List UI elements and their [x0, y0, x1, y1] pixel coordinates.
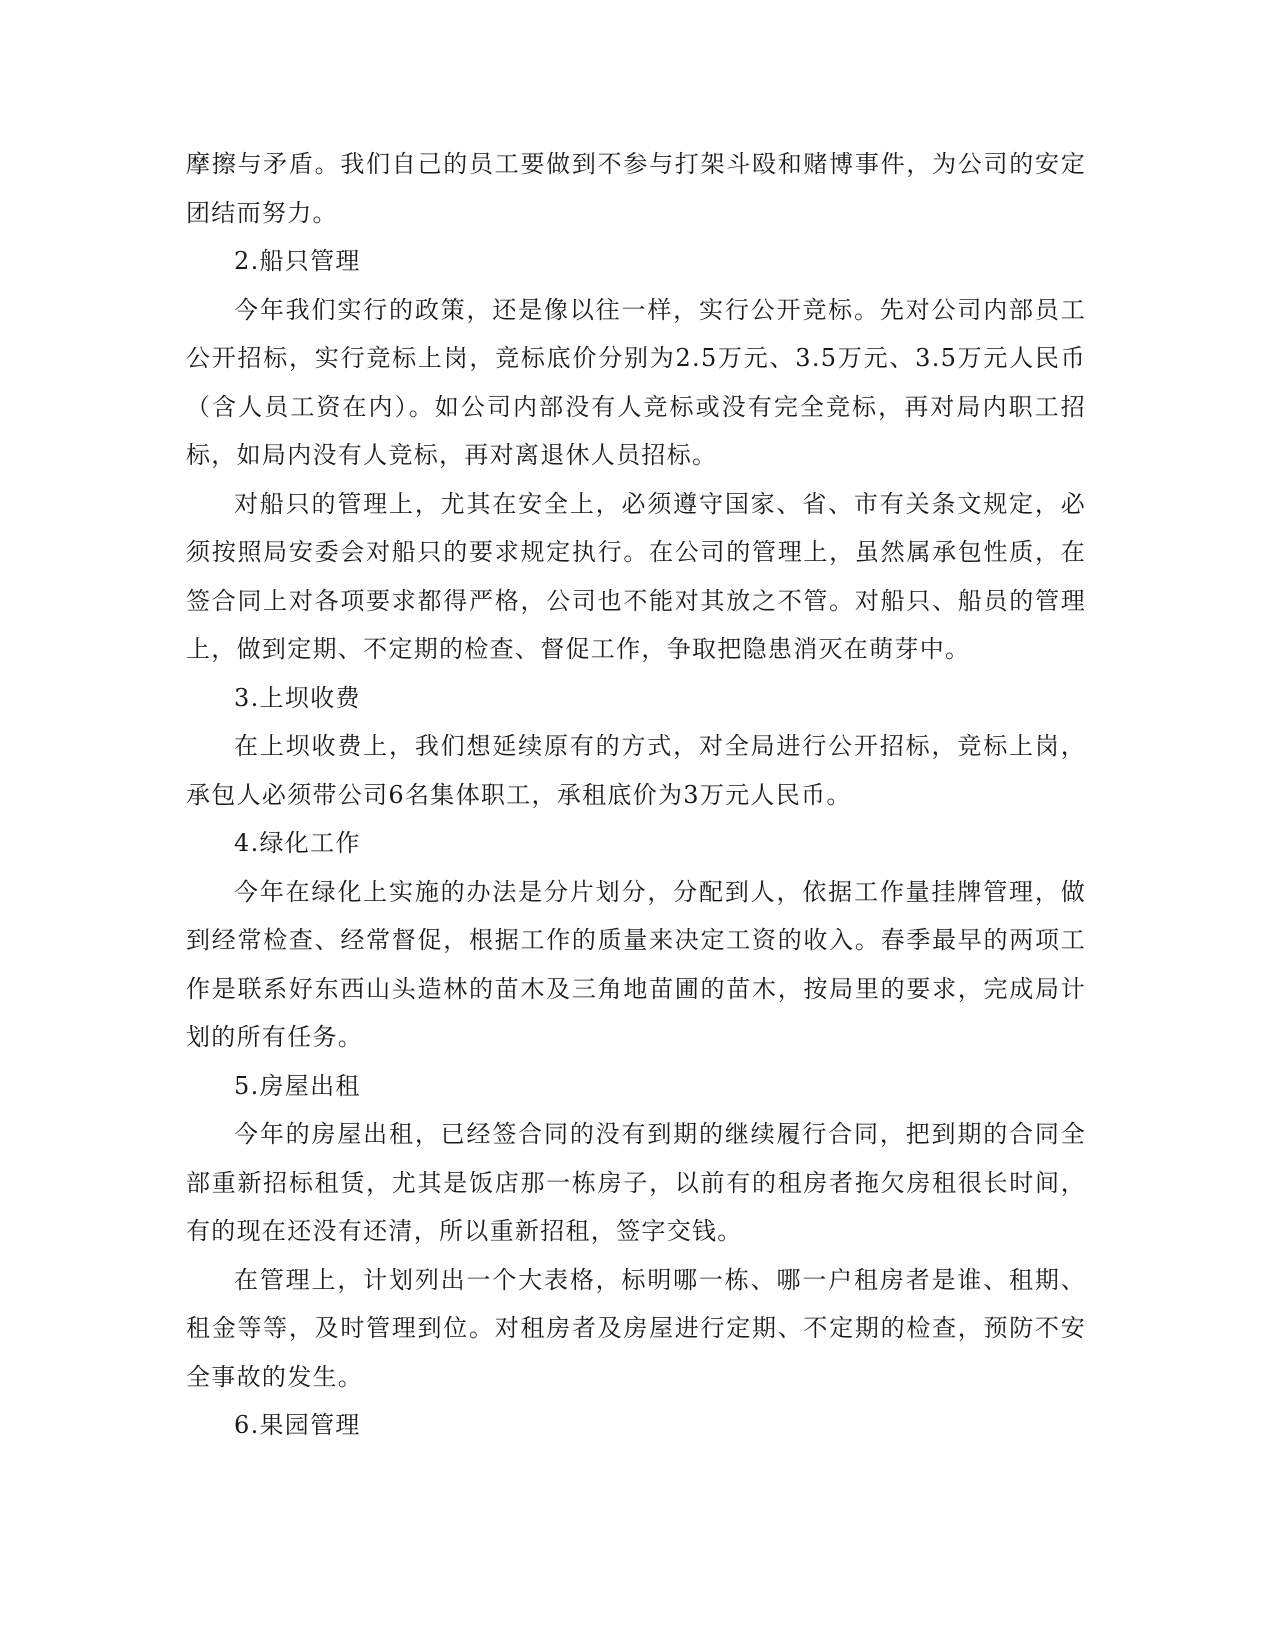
- paragraph: 今年我们实行的政策，还是像以往一样，实行公开竞标。先对公司内部员工公开招标，实行竞标上岗，竞标底价分别为2.5万元、3.5万元、3.5万元人民币（含人员工资在内）。如公司内部没有人竞标或没有完全竞标，再对局内职工招标，如局内没有人竞标，再对离退休人员招标。: [186, 295, 1086, 469]
- paragraph: 在管理上，计划列出一个大表格，标明哪一栋、哪一户租房者是谁、租期、租金等等，及时管理到位。对租房者及房屋进行定期、不定期的检查，预防不安全事故的发生。: [186, 1265, 1086, 1391]
- section-heading-ship-management: 2.船只管理: [234, 247, 361, 275]
- section-heading-greening: 4.绿化工作: [234, 829, 361, 857]
- paragraph: 在上坝收费上，我们想延续原有的方式，对全局进行公开招标，竞标上岗，承包人必须带公司6名集体职工，承租底价为3万元人民币。: [186, 732, 1086, 809]
- section-heading-house-rental: 5.房屋出租: [234, 1071, 361, 1100]
- paragraph-continued: 摩擦与矛盾。我们自己的员工要做到不参与打架斗殴和赌博事件，为公司的安定团结而努力。: [186, 150, 1086, 227]
- section-heading-orchard: 6.果园管理: [234, 1411, 361, 1439]
- document-page: [186, 140, 1086, 1450]
- section-heading-dam-toll: 3.上坝收费: [234, 683, 361, 712]
- paragraph: 今年的房屋出租，已经签合同的没有到期的继续履行合同，把到期的合同全部重新招标租赁，尤其是饭店那一栋房子，以前有的租房者拖欠房租很长时间，有的现在还没有还清，所以重新招租，签字交钱。: [186, 1120, 1086, 1245]
- paragraph: 对船只的管理上，尤其在安全上，必须遵守国家、省、市有关条文规定，必须按照局安委会对船只的要求规定执行。在公司的管理上，虽然属承包性质，在签合同上对各项要求都得严格，公司也不能对其放之不管。对船只、船员的管理上，做到定期、不定期的检查、督促工作，争取把隐患消灭在萌芽中。: [186, 489, 1086, 663]
- paragraph: 今年在绿化上实施的办法是分片划分，分配到人，依据工作量挂牌管理，做到经常检查、经常督促，根据工作的质量来决定工资的收入。春季最早的两项工作是联系好东西山头造林的苗木及三角地苗圃的苗木，按局里的要求，完成局计划的所有任务。: [186, 877, 1086, 1051]
